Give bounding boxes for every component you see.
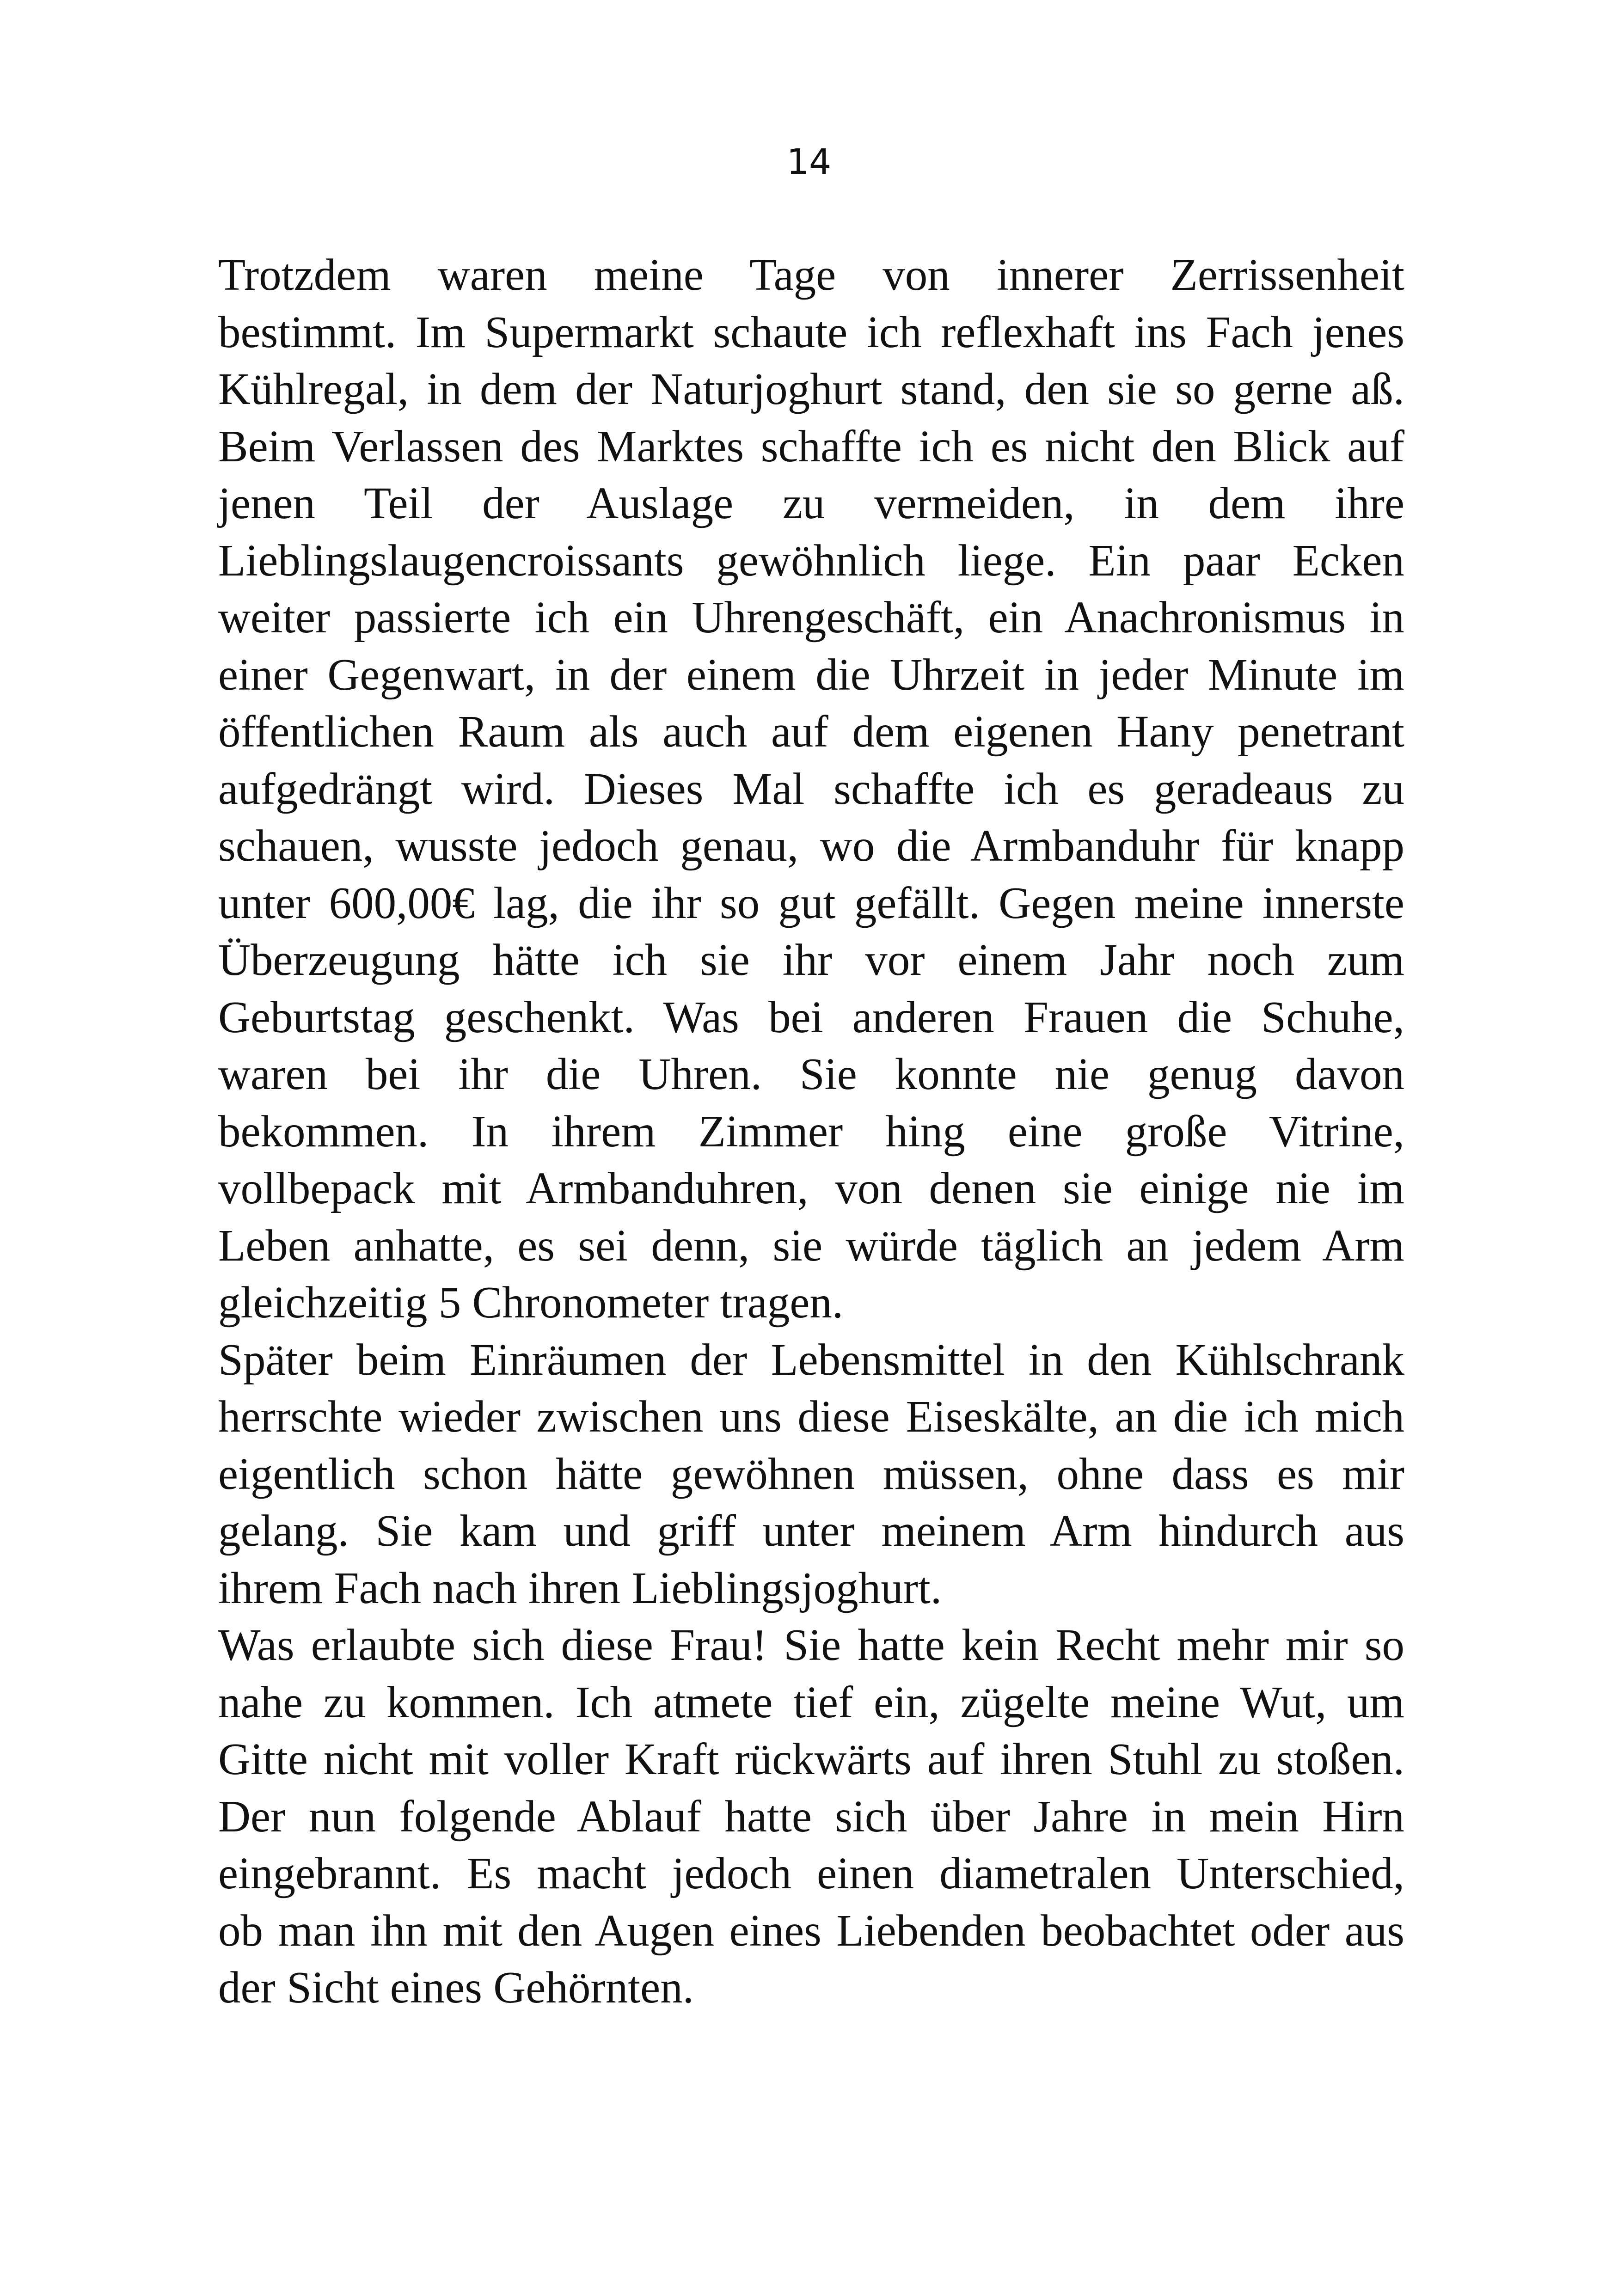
text-line: weiter passierte ich ein Uhrengeschäft, ein Anachronismus in xyxy=(218,593,1404,642)
text-line: herrschte wieder zwischen uns diese Eiseskälte, an die ich mich xyxy=(218,1392,1404,1441)
text-line: eingebrannt. Es macht jedoch einen diametralen Unterschied, xyxy=(218,1849,1404,1898)
text-line: bestimmt. Im Supermarkt schaute ich reflexhaft ins Fach jenes xyxy=(218,307,1404,357)
text-line: gleichzeitig 5 Chronometer tragen. xyxy=(218,1278,844,1327)
text-line: Später beim Einräumen der Lebensmittel in den Kühlschrank xyxy=(218,1335,1404,1384)
text-line: Gitte nicht mit voller Kraft rückwärts auf ihren Stuhl zu stoßen. xyxy=(218,1734,1404,1784)
body-text xyxy=(218,246,1404,2016)
text-line: Leben anhatte, es sei denn, sie würde täglich an jedem Arm xyxy=(218,1220,1404,1270)
text-line: Trotzdem waren meine Tage von innerer Zerrissenheit xyxy=(218,250,1404,300)
text-line: nahe zu kommen. Ich atmete tief ein, zügelte meine Wut, um xyxy=(218,1677,1404,1727)
text-line: Kühlregal, in dem der Naturjoghurt stand, den sie so gerne aß. xyxy=(218,364,1404,414)
text-line: ob man ihn mit den Augen eines Liebenden beobachtet oder aus xyxy=(218,1905,1404,1955)
text-line: vollbepack mit Armbanduhren, von denen sie einige nie im xyxy=(218,1163,1404,1213)
text-line: aufgedrängt wird. Dieses Mal schaffte ich es geradeaus zu xyxy=(218,764,1404,814)
text-line: schauen, wusste jedoch genau, wo die Armbanduhr für knapp xyxy=(218,821,1404,870)
text-line: Geburtstag geschenkt. Was bei anderen Frauen die Schuhe, xyxy=(218,992,1404,1042)
text-line: einer Gegenwart, in der einem die Uhrzeit in jeder Minute im xyxy=(218,649,1404,699)
text-line: jenen Teil der Auslage zu vermeiden, in dem ihre xyxy=(218,478,1404,528)
text-line: Lieblingslaugencroissants gewöhnlich liege. Ein paar Ecken xyxy=(218,535,1404,585)
text-line: öffentlichen Raum als auch auf dem eigenen Hany penetrant xyxy=(218,707,1404,756)
text-line: gelang. Sie kam und griff unter meinem Arm hindurch aus xyxy=(218,1506,1404,1555)
text-line: der Sicht eines Gehörnten. xyxy=(218,1963,694,2012)
text-line: Der nun folgende Ablauf hatte sich über Jahre in mein Hirn xyxy=(218,1791,1404,1841)
text-line: bekommen. In ihrem Zimmer hing eine große Vitrine, xyxy=(218,1106,1404,1156)
text-line: Überzeugung hätte ich sie ihr vor einem Jahr noch zum xyxy=(218,935,1404,985)
page-number: 14 xyxy=(786,141,832,182)
text-line: ihrem Fach nach ihren Lieblingsjoghurt. xyxy=(218,1563,942,1613)
text-line: unter 600,00€ lag, die ihr so gut gefällt. Gegen meine innerste xyxy=(218,878,1404,928)
text-line: Was erlaubte sich diese Frau! Sie hatte kein Recht mehr mir so xyxy=(218,1620,1404,1670)
text-line: eigentlich schon hätte gewöhnen müssen, ohne dass es mir xyxy=(218,1449,1404,1499)
text-line: Beim Verlassen des Marktes schaffte ich es nicht den Blick auf xyxy=(218,421,1404,471)
text-line: waren bei ihr die Uhren. Sie konnte nie genug davon xyxy=(218,1049,1404,1099)
